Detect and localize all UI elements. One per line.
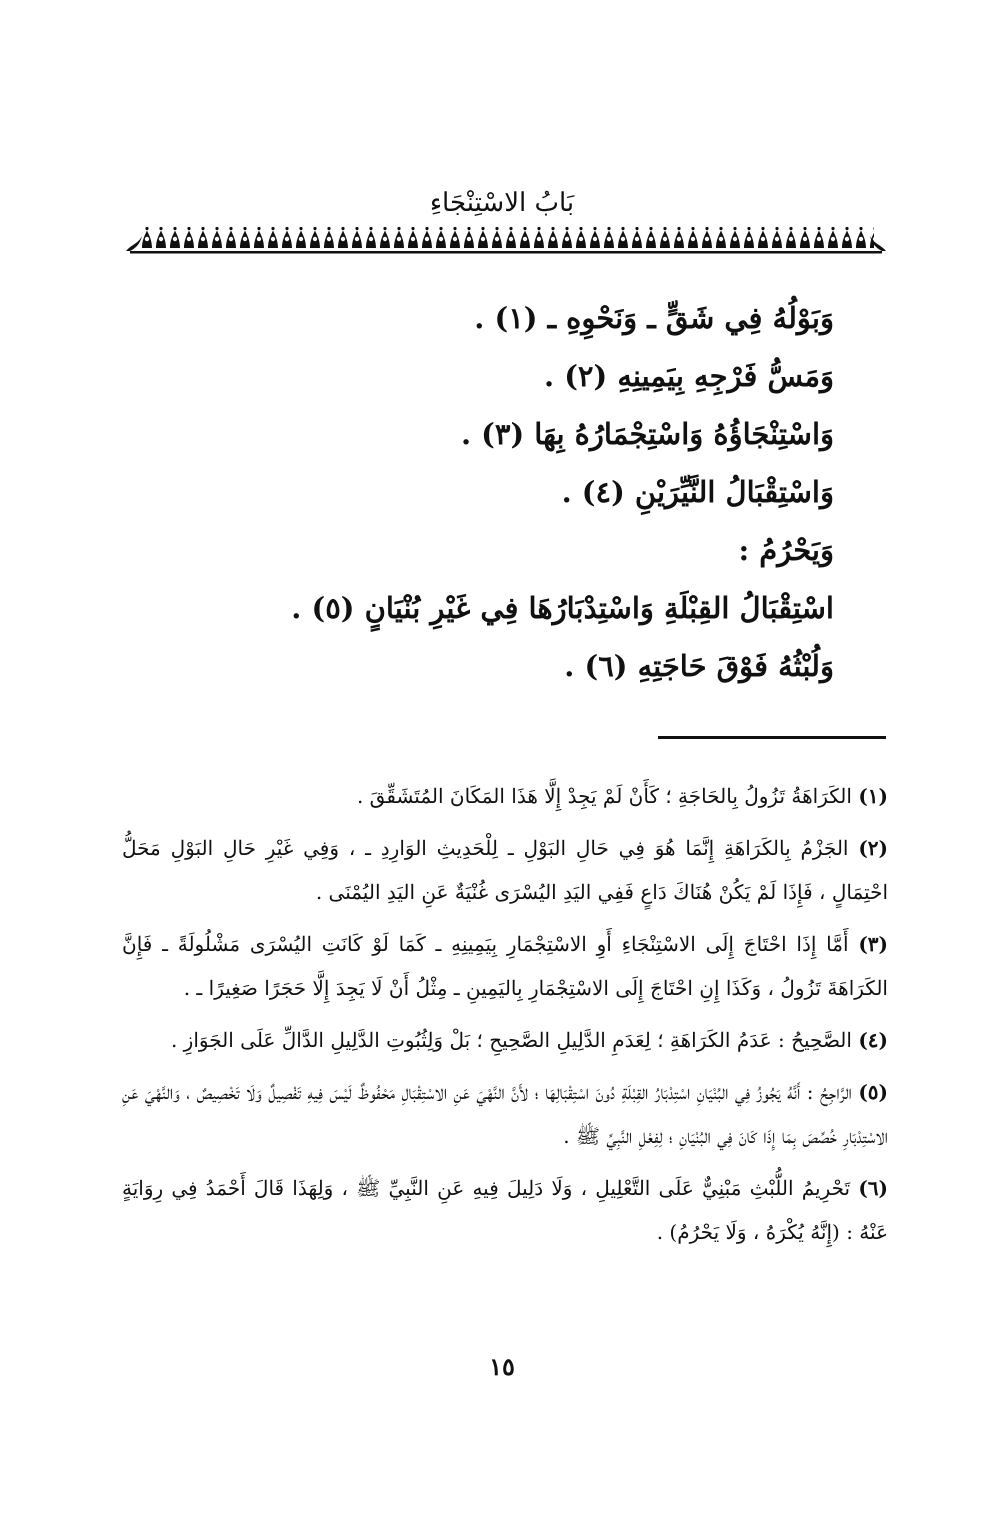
main-text-line-1: وَبَوْلُهُ فِي شَقٍّ ـ وَنَحْوِهِ ـ (١) . [474, 301, 834, 335]
footnote-number: (٣) [858, 932, 889, 956]
main-text-line-3: وَاسْتِنْجَاؤُهُ وَاسْتِجْمَارُهُ بِهَا (٣) . [460, 417, 834, 451]
main-text-line-4: وَاسْتِقْبَالُ النَّيِّرَيْنِ (٤) . [561, 475, 834, 509]
footnote-number: (٥) [858, 1080, 888, 1104]
footnote-text: الكَرَاهَةُ تَزُولُ بِالحَاجَةِ ؛ كَأَنْ لَمْ يَجِدْ إِلَّا هَذَا المَكَانَ المُتَشَقِّقَ . [356, 784, 852, 808]
footnote-number: (٦) [858, 1176, 889, 1200]
main-text-line-6: اسْتِقْبَالُ القِبْلَةِ وَاسْتِدْبَارُهَا فِي غَيْرِ بُنْيَانٍ (٥) . [291, 591, 834, 625]
footnote-text: الصَّحِيحُ : عَدَمُ الكَرَاهَةِ ؛ لِعَدَمِ الدَّلِيلِ الصَّحِيحِ ؛ بَلْ وَلِثُبُوتِ الدَّلِيلِ الدَّالِّ عَلَى الجَوَازِ . [170, 1028, 852, 1052]
chapter-title: بَابُ الاسْتِنْجَاءِ [429, 188, 575, 218]
footnote-number: (١) [858, 784, 888, 808]
page-number: ١٥ [489, 1352, 515, 1381]
footnote-number: (٤) [858, 1028, 888, 1052]
footnote-2 [122, 826, 888, 914]
main-text [134, 296, 834, 702]
ornamental-border-icon [126, 226, 886, 256]
footnote-3 [122, 922, 888, 1010]
main-text-line-5: وَيَحْرُمُ : [738, 533, 834, 567]
footnote-6 [122, 1166, 888, 1254]
footnotes [122, 774, 888, 1262]
main-text-line-2: وَمَسُّ فَرْجِهِ بِيَمِينِهِ (٢) . [544, 359, 834, 393]
footnote-1 [122, 774, 888, 818]
footnote-text: تَحْرِيمُ اللُّبْثِ مَبْنِيٌّ عَلَى التَّعْلِيلِ ، وَلَا دَلِيلَ فِيهِ عَنِ النَّبِيِّ ﷺ ، وَلِهَذَا قَالَ أَحْمَدُ فِي رِوَايَةٍ عَنْهُ : (إِنَّهُ يُكْرَهُ ، وَلَا يَحْرُمُ) . [122, 1176, 888, 1244]
footnote-5 [122, 1070, 888, 1158]
footnote-text: الرَّاجِحُ : أَنَّهُ يَجُوزُ فِي البُنْيَانِ اسْتِدْبَارُ القِبْلَةِ دُونَ اسْتِقْبَالِهَا ؛ لأَنَّ النَّهْيَ عَنِ الاسْتِقْبَالِ مَحْفُوظٌ لَيْسَ فِيهِ تَفْصِيلٌ وَلَا تَخْصِيصٌ ، وَالنَّهْيَ عَنِ الاسْتِدْبَارِ خُصِّصَ بِمَا إِذَا كَانَ فِي البُنْيَانِ ؛ لِفِعْلِ النَّبِيِّ ﷺ . [122, 1080, 888, 1148]
footnote-text: أَمَّا إِذَا احْتَاجَ إِلَى الاسْتِنْجَاءِ أَوِ الاسْتِجْمَارِ بِيَمِينِهِ ـ كَمَا لَوْ كَانَتِ اليُسْرَى مَشْلُولَةً ـ فَإِنَّ الكَرَاهَةَ تَزُولُ ، وَكَذَا إِنِ احْتَاجَ إِلَى الاسْتِجْمَارِ بِاليَمِينِ ـ مِثْلُ أَنْ لَا يَجِدَ إِلَّا حَجَرًا صَغِيرًا ـ . [122, 932, 888, 1000]
footnote-separator [658, 736, 886, 739]
footnote-text: الجَزْمُ بِالكَرَاهَةِ إِنَّمَا هُوَ فِي حَالِ البَوْلِ ـ لِلْحَدِيثِ الوَارِدِ ـ ، وَفِي غَيْرِ حَالِ البَوْلِ مَحَلُّ احْتِمَالٍ ، فَإِذَا لَمْ يَكُنْ هُنَاكَ دَاعٍ فَفِي اليَدِ اليُسْرَى غُنْيَةٌ عَنِ اليَدِ اليُمْنَى . [122, 836, 888, 904]
footnote-number: (٢) [858, 836, 888, 860]
main-text-line-7: وَلُبْثُهُ فَوْقَ حَاجَتِهِ (٦) . [564, 649, 834, 683]
footnote-4 [122, 1018, 888, 1062]
